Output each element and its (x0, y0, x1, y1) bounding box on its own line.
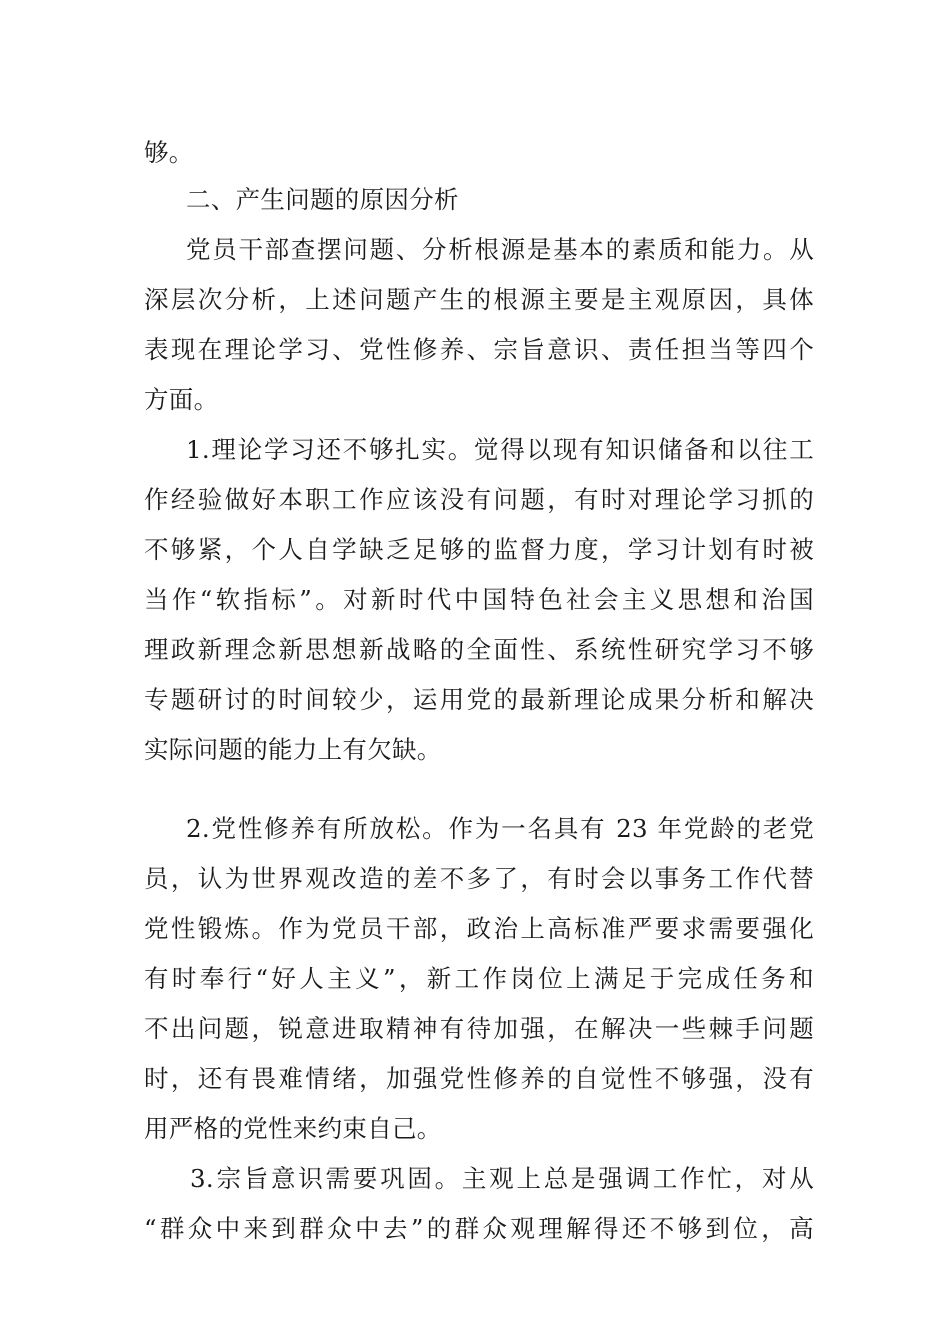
paragraph-line: 表现在理论学习、党性修养、宗旨意识、责任担当等四个 (144, 335, 814, 364)
section-heading: 二、产生问题的原因分析 (186, 185, 459, 214)
paragraph-line: “群众中来到群众中去”的群众观理解得还不够到位，高 (144, 1214, 814, 1243)
paragraph-line: 党员干部查摆问题、分析根源是基本的素质和能力。从 (186, 235, 814, 264)
paragraph-line: 不出问题，锐意进取精神有待加强，在解决一些棘手问题 (144, 1014, 814, 1043)
paragraph-line: 有时奉行“好人主义”，新工作岗位上满足于完成任务和 (144, 964, 814, 993)
paragraph-line: 时，还有畏难情绪，加强党性修养的自觉性不够强，没有 (144, 1064, 814, 1093)
paragraph-line: 不够紧，个人自学缺乏足够的监督力度，学习计划有时被 (144, 535, 814, 564)
paragraph-line: 1.理论学习还不够扎实。觉得以现有知识储备和以往工 (186, 435, 814, 464)
paragraph-line: 够。 (144, 138, 194, 167)
paragraph-line: 理政新理念新思想新战略的全面性、系统性研究学习不够 (144, 635, 814, 664)
paragraph-line: 当作“软指标”。对新时代中国特色社会主义思想和治国 (144, 585, 814, 614)
paragraph-line: 员，认为世界观改造的差不多了，有时会以事务工作代替 (144, 864, 814, 893)
paragraph-line: 党性锻炼。作为党员干部，政治上高标准严要求需要强化 (144, 914, 814, 943)
paragraph-line: 实际问题的能力上有欠缺。 (144, 735, 442, 764)
paragraph-line: 深层次分析，上述问题产生的根源主要是主观原因，具体 (144, 285, 814, 314)
paragraph-line: 方面。 (144, 385, 219, 414)
paragraph-line: 2.党性修养有所放松。作为一名具有 23 年党龄的老党 (186, 814, 814, 843)
paragraph-line: 专题研讨的时间较少，运用党的最新理论成果分析和解决 (144, 685, 814, 714)
paragraph-line: 3.宗旨意识需要巩固。主观上总是强调工作忙，对从 (190, 1164, 814, 1193)
paragraph-line: 用严格的党性来约束自己。 (144, 1114, 442, 1143)
paragraph-line: 作经验做好本职工作应该没有问题，有时对理论学习抓的 (144, 485, 814, 514)
